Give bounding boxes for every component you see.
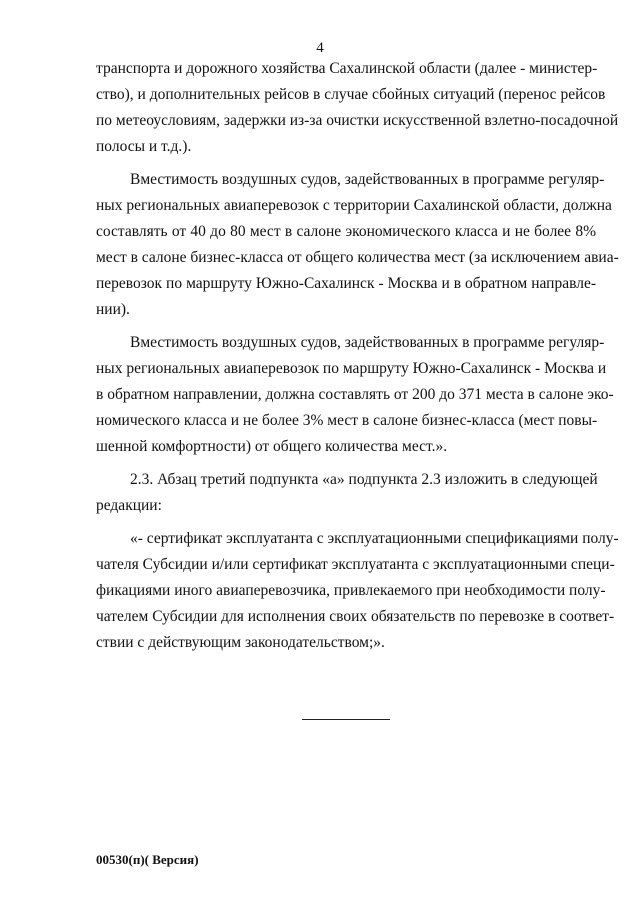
text-line: ствии с действующим законодательством;». bbox=[96, 634, 385, 651]
text-line: транспорта и дорожного хозяйства Сахалинской области (далее - министер- bbox=[96, 60, 598, 77]
text-line: 2.3. Абзац третий подпункта «а» подпункта 2.3 изложить в следующей bbox=[130, 471, 598, 488]
text-line: шенной комфортности) от общего количества мест.». bbox=[96, 438, 448, 455]
text-line: номического класса и не более 3% мест в салоне бизнес-класса (мест повы- bbox=[96, 412, 598, 429]
text-line: чателем Субсидии для исполнения своих обязательств по перевозке в соответ- bbox=[96, 608, 615, 625]
paragraph-certificate bbox=[96, 526, 619, 656]
text-line: чателя Субсидии и/или сертификат эксплуатанта с эксплуатационными специ- bbox=[96, 556, 615, 573]
paragraph-capacity-moscow bbox=[96, 330, 614, 460]
document-body bbox=[96, 56, 619, 656]
text-line: по метеоусловиям, задержки из-за очистки искусственной взлетно-посадочной bbox=[96, 112, 619, 129]
text-line: ство), и дополнительных рейсов в случае сбойных ситуаций (перенос рейсов bbox=[96, 86, 606, 103]
footer-document-code: 00530(п)( Версия) bbox=[96, 852, 199, 867]
text-line: полосы и т.д.). bbox=[96, 138, 192, 155]
text-line: Вместимость воздушных судов, задействованных в программе регуляр- bbox=[130, 171, 605, 188]
text-line: в обратном направлении, должна составлять от 200 до 371 места в салоне эко- bbox=[96, 386, 614, 403]
text-line: «- сертификат эксплуатанта с эксплуатационными спецификациями полу- bbox=[130, 530, 619, 547]
paragraph-continuation bbox=[96, 56, 619, 160]
end-divider bbox=[302, 719, 390, 720]
text-line: составлять от 40 до 80 мест в салоне экономического класса и не более 8% bbox=[96, 223, 596, 240]
text-line: мест в салоне бизнес-класса от общего количества мест (за исключением авиа- bbox=[96, 249, 619, 266]
text-line: фикациями иного авиаперевозчика, привлекаемого при необходимости полу- bbox=[96, 582, 606, 599]
page-number: 4 bbox=[316, 40, 324, 56]
text-line: ных региональных авиаперевозок с территории Сахалинской области, должна bbox=[96, 197, 612, 214]
paragraph-clause-2-3 bbox=[96, 467, 596, 519]
text-line: Вместимость воздушных судов, задействованных в программе регуляр- bbox=[130, 334, 605, 351]
paragraph-capacity-regional bbox=[96, 167, 619, 323]
text-line: нии). bbox=[96, 301, 130, 318]
text-line: редакции: bbox=[96, 497, 162, 514]
text-line: ных региональных авиаперевозок по маршруту Южно-Сахалинск - Москва и bbox=[96, 360, 607, 377]
text-line: перевозок по маршруту Южно-Сахалинск - Москва и в обратном направле- bbox=[96, 275, 596, 292]
